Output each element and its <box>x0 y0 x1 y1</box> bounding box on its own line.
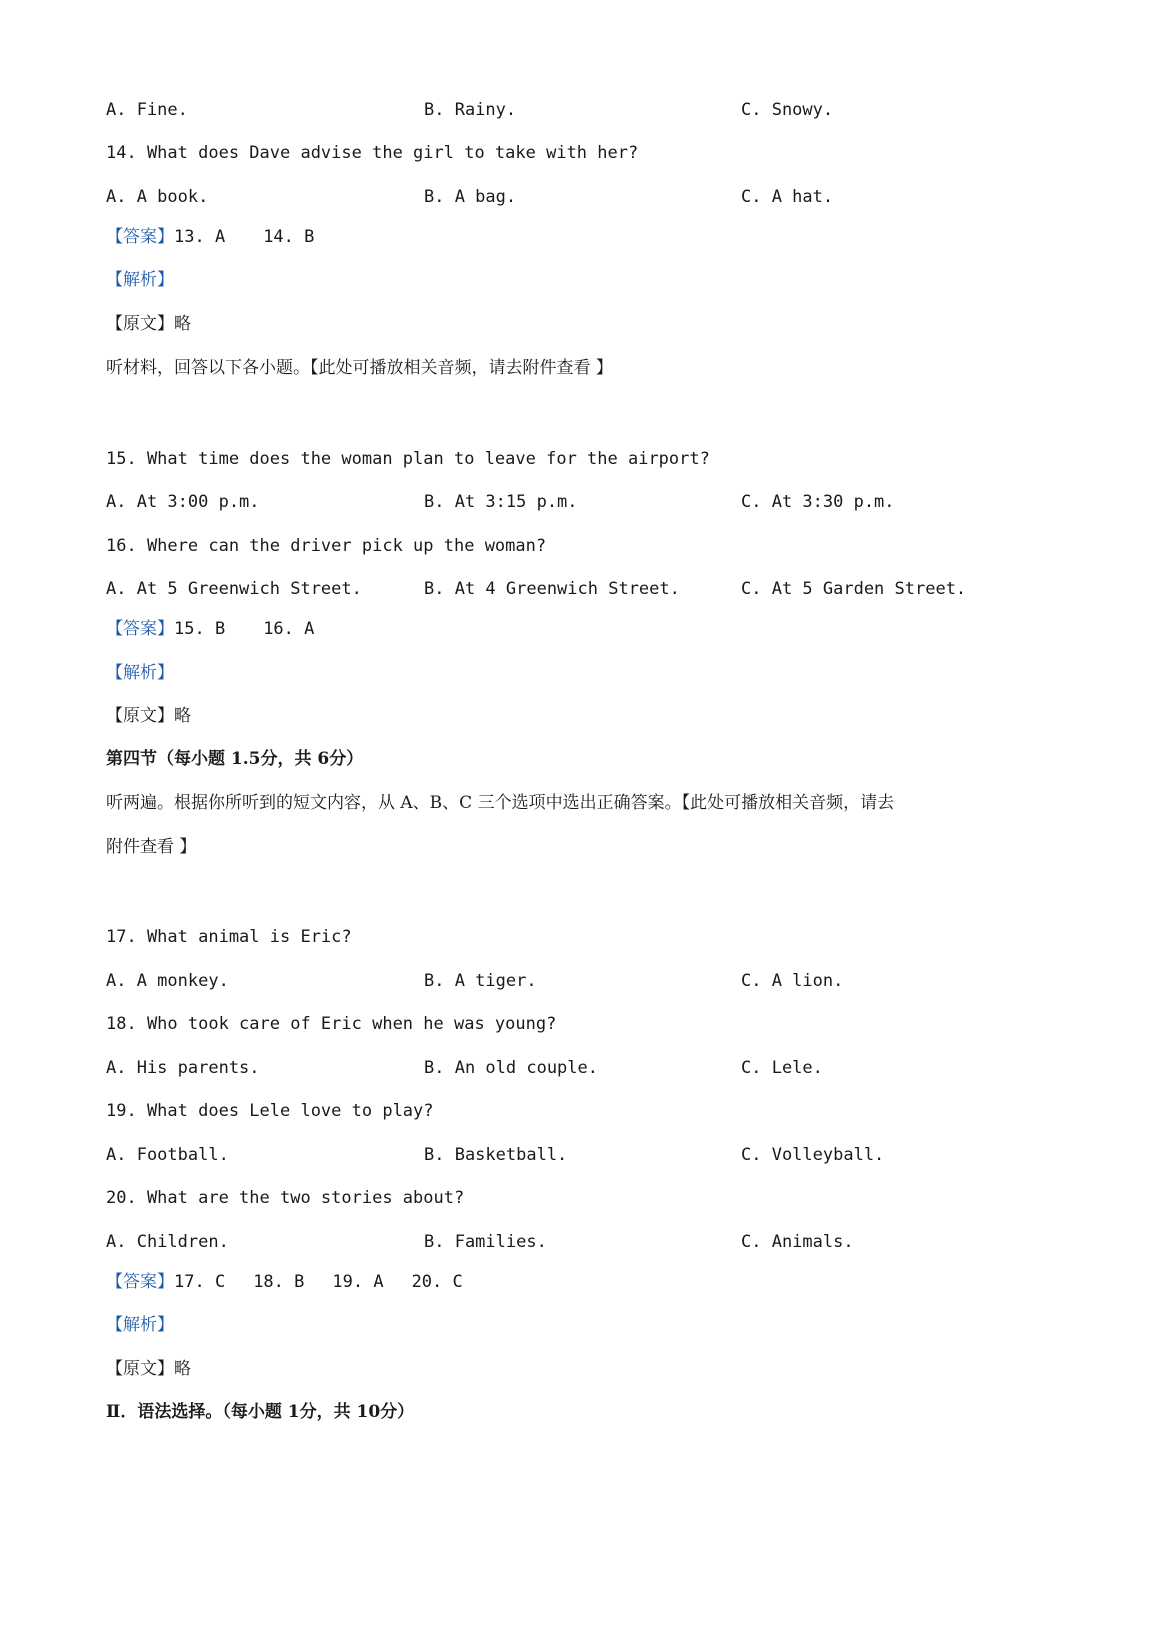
original-text: 略 <box>174 314 191 334</box>
q15-option-c: C. At 3:30 p.m. <box>741 492 895 512</box>
original-text: 略 <box>174 706 191 726</box>
part-heading: Ⅱ．语法选择。（每小题 1分，共 10分） <box>106 1402 415 1422</box>
listening-instruction: 听材料，回答以下各小题。【此处可播放相关音频，请去附件查看 】 <box>106 358 613 378</box>
q17-stem: 17. What animal is Eric? <box>106 927 352 947</box>
q20-option-c: C. Animals. <box>741 1232 854 1252</box>
q17-option-b: B. A tiger. <box>424 971 537 991</box>
q18-option-a: A. His parents. <box>106 1058 260 1078</box>
q13-option-a: A. Fine. <box>106 100 188 120</box>
q17-option-a: A. A monkey. <box>106 971 229 991</box>
q19-stem: 19. What does Lele love to play? <box>106 1101 434 1121</box>
answer-tag: 【答案】 <box>106 1272 174 1292</box>
section-heading: 第四节（每小题 1.5分，共 6分） <box>106 749 364 769</box>
original-tag: 【原文】 <box>106 314 174 334</box>
q14-option-c: C. A hat. <box>741 187 834 207</box>
answer-line-2 <box>106 621 314 638</box>
original-tag: 【原文】 <box>106 1359 174 1379</box>
q15-option-b: B. At 3:15 p.m. <box>424 492 578 512</box>
q19-option-c: C. Volleyball. <box>741 1145 885 1165</box>
q19-option-b: B. Basketball. <box>424 1145 568 1165</box>
answer-item: 19. A <box>332 1272 384 1292</box>
q16-option-c: C. At 5 Garden Street. <box>741 579 967 599</box>
original-text-line <box>106 1361 191 1378</box>
q20-option-b: B. Families. <box>424 1232 547 1252</box>
q19-option-a: A. Football. <box>106 1145 229 1165</box>
q17-option-c: C. A lion. <box>741 971 844 991</box>
q14-option-a: A. A book. <box>106 187 209 207</box>
q16-stem: 16. Where can the driver pick up the woman? <box>106 536 547 556</box>
q13-option-c: C. Snowy. <box>741 100 834 120</box>
q16-option-b: B. At 4 Greenwich Street. <box>424 579 680 599</box>
answer-tag: 【答案】 <box>106 227 174 247</box>
q18-option-b: B. An old couple. <box>424 1058 598 1078</box>
answer-line-1 <box>106 229 314 246</box>
explanation-tag: 【解析】 <box>106 663 174 683</box>
original-text-line <box>106 316 191 333</box>
original-text: 略 <box>174 1359 191 1379</box>
q15-stem: 15. What time does the woman plan to leave for the airport? <box>106 449 710 469</box>
original-text-line <box>106 708 191 725</box>
answer-item: 17. C <box>174 1272 226 1292</box>
q20-stem: 20. What are the two stories about? <box>106 1188 465 1208</box>
section-instruction-line-2: 附件查看 】 <box>106 837 197 857</box>
answer-item: 14. B <box>263 227 315 247</box>
q18-stem: 18. Who took care of Eric when he was young? <box>106 1014 557 1034</box>
q15-option-a: A. At 3:00 p.m. <box>106 492 260 512</box>
answer-item: 15. B <box>174 619 226 639</box>
answer-item: 13. A <box>174 227 226 247</box>
q14-stem: 14. What does Dave advise the girl to take with her? <box>106 143 639 163</box>
answer-item: 16. A <box>263 619 315 639</box>
answer-tag: 【答案】 <box>106 619 174 639</box>
answer-item: 18. B <box>253 1272 305 1292</box>
q20-option-a: A. Children. <box>106 1232 229 1252</box>
explanation-tag: 【解析】 <box>106 270 174 290</box>
q16-option-a: A. At 5 Greenwich Street. <box>106 579 362 599</box>
original-tag: 【原文】 <box>106 706 174 726</box>
q14-option-b: B. A bag. <box>424 187 517 207</box>
answer-item: 20. C <box>411 1272 463 1292</box>
explanation-tag: 【解析】 <box>106 1315 174 1335</box>
answer-line-3 <box>106 1274 463 1291</box>
q13-option-b: B. Rainy. <box>424 100 517 120</box>
q18-option-c: C. Lele. <box>741 1058 823 1078</box>
section-instruction-line-1: 听两遍。根据你所听到的短文内容，从 A、B、C 三个选项中选出正确答案。【此处可播放相关音频，请去 <box>106 793 895 813</box>
